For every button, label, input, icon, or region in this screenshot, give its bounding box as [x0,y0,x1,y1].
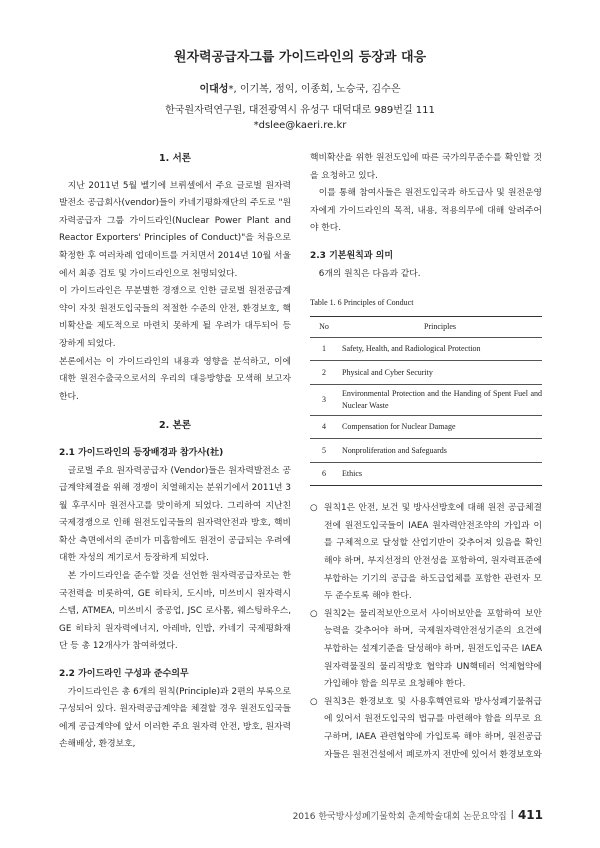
table-cell-principle: Nonproliferation and Safeguards [338,439,542,463]
table-row [310,337,542,361]
right-column [310,150,542,764]
subsection-2-3-heading: 2.3 기본원칙과 의미 [310,250,394,261]
bullet-marker: ○ [310,608,318,619]
intro-paragraph-3: 본론에서는 이 가이드라인의 내용과 영향을 분석하고, 이에 대한 원전수출국으로서의 우리의 대응방향을 모색해 보고자 한다. [59,356,291,402]
table-cell-no: 4 [310,415,338,439]
subsection-2-1-heading: 2.1 가이드라인의 등장배경과 참가사(社) [59,447,224,458]
paper-title: 원자력공급자그룹 가이드라인의 등장과 대응 [173,50,427,65]
bullet-text: 원칙1은 안전, 보건 및 방사선방호에 대해 원전 공급체결전에 원전도입국들이 IAEA 원자력안전조약의 가입과 이를 구체적으로 달성할 산업기반이 갖추어져 있음을 확인해야 하며, 부지선정의 안전성을 포함하여, 원자력표준에 부합하는 기기의 공급을 하도급업체를 포함한 관련자 모두 준수토록 해야 한다. [324,503,542,602]
lead-author: 이대성 [199,84,229,95]
subsection-2-2-heading: 2.2 가이드라인 구성과 준수의무 [59,669,189,680]
table-row [310,384,542,415]
bullet-principle-3 [310,694,542,764]
page-footer [293,808,543,822]
table-cell-principle: Physical and Cyber Security [338,361,542,385]
table-cell-principle: Ethics [338,462,542,486]
email: *dslee@kaeri.re.kr [253,120,347,131]
section-2-heading: 2. 본론 [159,420,191,432]
table-cell-no: 1 [310,337,338,361]
left-column [59,150,291,754]
table-cell-no: 2 [310,361,338,385]
subsection-2-2-paragraph-1: 가이드라인은 총 6개의 원칙(Principle)과 2편의 부록으로 구성되어 있다. 원자력공급계약을 체결할 경우 원전도입국들에게 공급계약에 앞서 이러한 주요 원자력 안전, 방호, 원자력손해배상, 환경보호, [59,686,291,750]
page-number: 411 [517,808,543,822]
bullet-principle-1 [310,500,542,606]
table-row [310,361,542,385]
table-row [310,462,542,486]
section-1-heading: 1. 서론 [159,153,191,164]
table-cell-no: 6 [310,462,338,486]
table-row [310,439,542,463]
bullet-marker: ○ [310,696,318,707]
affiliation: 한국원자력연구원, 대전광역시 유성구 대덕대로 989번길 111 [165,105,435,116]
table-row [310,415,542,439]
table-cell-principle: Safety, Health, and Radiological Protection [338,337,542,361]
subsection-2-1-paragraph-2: 본 가이드라인을 준수할 것을 선언한 원자력공급자로는 한국전력을 비롯하여, GE 히타치, 도시바, 미쓰비시 원자력시스템, ATMEA, 미쓰비시 중공업, JSC 로사톰, 웨스팅하우스, GE 히타치 원자력에너지, 아레바, 인밥, 카네기 국제평화재단 등 총 12개사가 참여하였다. [59,571,291,652]
intro-paragraph-2: 이 가이드라인은 무분별한 경쟁으로 인한 글로벌 원전공급계약이 자칫 원전도입국들의 적절한 수준의 안전, 환경보호, 핵비확산을 제도적으로 마련치 못하게 될 우려가 대두되어 등장하게 되었다. [59,286,291,349]
bullet-text: 원칙2는 물리적보안으로서 사이버보안을 포함하여 보안능력을 갖추어야 하며, 국제원자력안전성기준의 요건에 부합하는 설계기준을 달성해야 하며, 원전도입국은 IAEA 원자력물질의 물리적방호 협약과 UN핵테러 억제협약에 가입해야 함을 의무로 요청해야 한다. [324,608,542,690]
conference-name: 2016 한국방사성폐기물학회 춘계학술대회 논문요약집 [292,811,507,822]
table-caption: Table 1. 6 Principles of Conduct [310,298,414,308]
principles-table [310,316,542,487]
intro-paragraph-1: 지난 2011년 5월 벨기에 브뤼셀에서 주요 글로벌 원자력 발전소 공급회사(vendor)들이 카네기평화재단의 주도로 "원자력공급자 그룹 가이드라인(Nuclear Power Plant and Reactor Exporters' Principles of Conduct)"을 처음으로 확정한 후 여러차례 업데이트를 거치면서 2014년 10월 서울에서 최종 검토 및 가이드라인으로 천명되었다. [59,180,291,279]
table-header-principles: Principles [338,316,542,337]
continued-paragraph: 핵비확산을 위한 원전도입에 따른 국가의무준수를 확인할 것을 요청하고 있다. [310,153,542,181]
table-header-no: No [310,316,338,337]
footer-separator: | [510,810,514,820]
table-cell-no: 3 [310,384,338,415]
table-cell-principle: Compensation for Nuclear Damage [338,415,542,439]
co-authors: *, 이기복, 정익, 이종희, 노승국, 김수은 [228,84,401,95]
bullet-text: 원칙3은 환경보호 및 사용후핵연료와 방사성폐기물취급에 있어서 원전도입국의 법규를 마련해야 함을 의무로 요구하며, IAEA 관련협약에 가입토록 해야 하며, 원전공급자들은 원전건설에서 폐로까지 전반에 있어서 환경보호와 [324,696,542,760]
subsection-2-1-paragraph-1: 글로벌 주요 원자력공급자 (Vendor)들은 원자력발전소 공급계약체결을 위해 경쟁이 치열해지는 분위기에서 2011년 3월 후쿠시마 원전사고를 맞이하게 되었다. 그리하여 지난친 국제경쟁으로 인해 원전도입국들의 원자력안전과 방호, 핵비확산 측면에서의 준비가 미흡함에도 원전이 공급되는 우려에 대한 자성의 계기로서 등장하게 되었다. [59,465,291,564]
table-header-row [310,316,542,337]
table-cell-principle: Environmental Protection and the Handing of Spent Fuel and Nuclear Waste [338,384,542,415]
author-line [0,80,600,95]
subsection-2-2-paragraph-2: 이를 통해 참여사들은 원전도입국과 하도급사 및 원전운영자에게 가이드라인의 목적, 내용, 적용의무에 대해 알려주어야 한다. [310,188,542,234]
subsection-2-3-paragraph-1: 6개의 원칙은 다음과 같다. [318,268,421,279]
bullet-marker: ○ [310,503,318,514]
table-cell-no: 5 [310,439,338,463]
bullet-principle-2 [310,606,542,694]
